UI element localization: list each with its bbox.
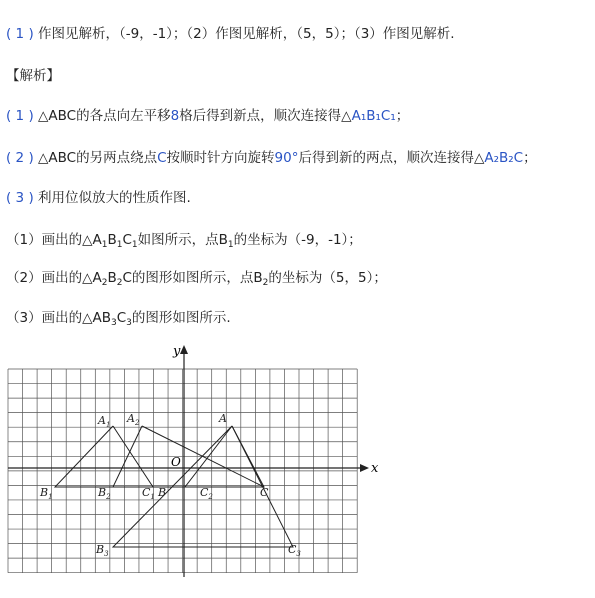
subscript: 2 (262, 278, 269, 288)
step-value: 8 (170, 108, 180, 124)
label-B2: $B_2$ (98, 486, 111, 501)
result-text: 的图形如图所示，点B (131, 270, 263, 286)
label-A: A (219, 412, 227, 425)
part-number: ( 1 ) (6, 26, 34, 42)
y-axis-arrow (180, 345, 188, 354)
x-axis-arrow (360, 464, 369, 472)
analysis-heading: 【解析】 (6, 68, 60, 84)
result-text: C (116, 310, 127, 326)
step-text: 后得到新的两点，顺次连接得△ (298, 150, 485, 166)
subscript: 3 (126, 318, 132, 328)
step-text: 利用位似放大的性质作图. (38, 190, 191, 206)
label-A1: $A_1$ (98, 414, 111, 429)
result-text: 的图形如图所示. (131, 310, 231, 326)
step-text: 格后得到新点，顺次连接得△ (179, 108, 352, 124)
answer-text: 作图见解析，（-9，-1）；（2）作图见解析，（5，5）；（3）作图见解析. (38, 26, 455, 42)
label-B1: $B_1$ (40, 486, 53, 501)
subscript: 1 (131, 240, 138, 250)
label-B: B (158, 486, 167, 499)
step-value: 90° (274, 150, 299, 166)
grid (8, 369, 357, 573)
result-text: C (122, 232, 132, 248)
label-C3: $C_3$ (288, 543, 301, 558)
origin-label: O (171, 455, 181, 469)
subscript: 1 (227, 240, 234, 250)
point-name: C (157, 150, 167, 166)
step-number: ( 2 ) (6, 150, 34, 166)
step-number: ( 1 ) (6, 108, 34, 124)
step-number: ( 3 ) (6, 190, 34, 206)
step-text: ； (395, 108, 410, 124)
subscript: 1 (101, 240, 108, 250)
result-text: C (122, 270, 132, 286)
subscript: 1 (116, 240, 123, 250)
result-text: B (107, 270, 117, 286)
label-C2: $C_2$ (200, 486, 213, 501)
result-text: （2）画出的△A (6, 270, 102, 286)
axes (8, 344, 379, 577)
step-text: △ABC的另两点绕点 (38, 150, 158, 166)
y-axis-label: y (173, 344, 181, 359)
x-axis-label: x (371, 461, 379, 476)
triangle-name: A₂B₂C (484, 150, 524, 166)
result-text: 如图所示，点B (137, 232, 228, 248)
result-text: 的坐标为（5，5）； (268, 270, 387, 286)
result-text: （3）画出的△AB (6, 310, 111, 326)
triangle-name: A₁B₁C₁ (351, 108, 396, 124)
result-text: （1）画出的△A (6, 232, 102, 248)
step-text: △ABC的各点向左平移 (38, 108, 171, 124)
step-text: 按顺时针方向旋转 (166, 150, 275, 166)
subscript: 2 (101, 278, 108, 288)
step-text: ； (523, 150, 537, 166)
label-C: C (260, 486, 269, 499)
label-A2: $A_2$ (127, 412, 140, 427)
label-B3: $B_3$ (96, 543, 109, 558)
subscript: 2 (116, 278, 123, 288)
result-text: B (107, 232, 117, 248)
result-text: 的坐标为（-9，-1）； (233, 232, 362, 248)
label-C1: $C_1$ (142, 486, 155, 501)
subscript: 3 (110, 318, 117, 328)
